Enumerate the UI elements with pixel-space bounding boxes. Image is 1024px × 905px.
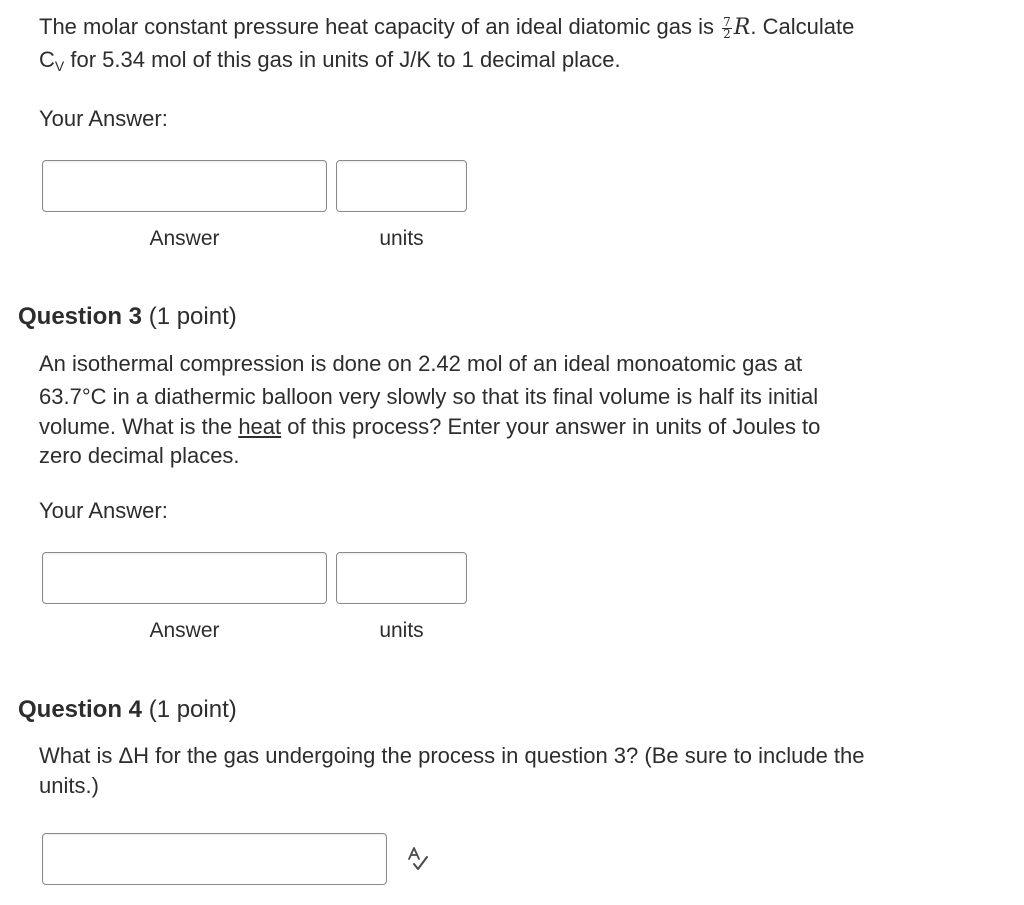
q2-answer-input[interactable] [42, 160, 327, 212]
heat-underlined-term: heat [238, 414, 282, 439]
units-caption: units [379, 227, 424, 250]
question2-text-line2: $C_V$ for 5.34 mol of this gas in units of J/K to 1 decimal place. [39, 47, 621, 74]
units-caption-q3: units [379, 619, 424, 642]
q3-answer-input[interactable] [42, 552, 327, 604]
question2-text-line1: The molar constant pressure heat capacity of an ideal diatomic gas is $\frac{7}{2}$ R. Calculate [39, 14, 855, 41]
q2-units-input[interactable] [336, 160, 467, 212]
q3-units-input[interactable] [336, 552, 467, 604]
question3-text-line3: volume. What is the heat of this process? Enter your answer in units of Joules to [39, 414, 821, 439]
question4-text-line1: What is ΔH for the gas undergoing the process in question 3? (Be sure to include the [39, 743, 865, 768]
spellcheck-icon[interactable] [405, 846, 431, 872]
question3-text-line4: zero decimal places. [39, 443, 240, 468]
your-answer-label: Your Answer: [39, 106, 168, 131]
your-answer-label-q3: Your Answer: [39, 498, 168, 523]
question4-text-line2: units.) [39, 773, 99, 798]
answer-caption: Answer [149, 227, 220, 250]
answer-caption-q3: Answer [149, 619, 220, 642]
question3-text-line2: 63.7°C in a diathermic balloon very slowly so that its final volume is half its initial [39, 384, 819, 409]
question4-heading: Question 4 (1 point) [18, 696, 237, 723]
fraction-seven-halves: $\frac{7}{2}$ [723, 14, 731, 41]
question3-heading: Question 3 (1 point) [18, 303, 237, 330]
q4-answer-input[interactable] [42, 833, 387, 885]
question3-text-line1: An isothermal compression is done on 2.42 mol of an ideal monoatomic gas at [39, 351, 803, 376]
spellcheck-icon-glyph [405, 846, 431, 872]
